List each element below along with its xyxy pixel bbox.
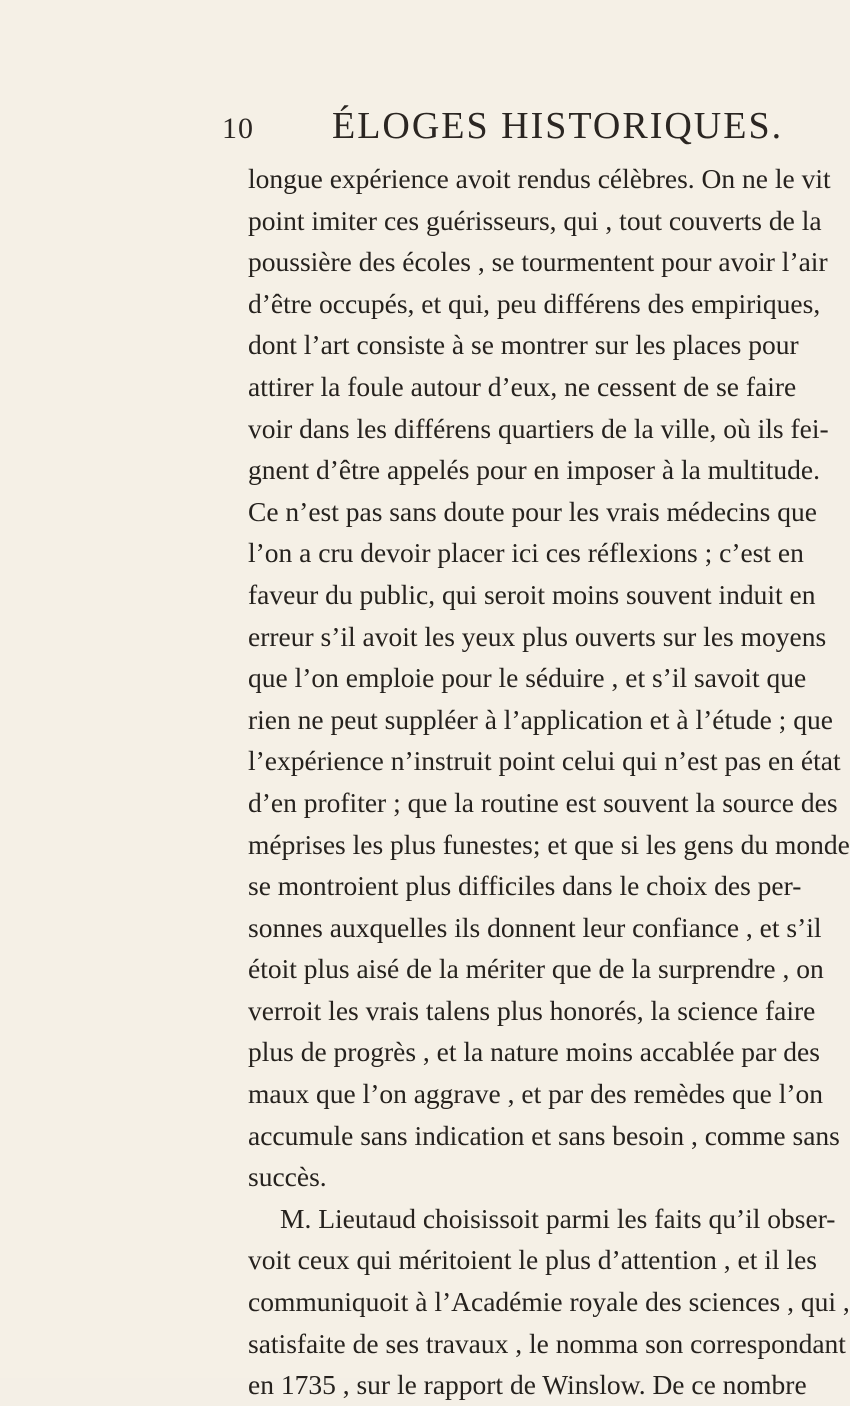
text-line: satisfaite de ses travaux , le nomma son correspondant [248, 1327, 846, 1359]
running-title: ÉLOGES HISTORIQUES. [332, 105, 784, 147]
text-line: maux que l’on aggrave , et par des remèdes que l’on [248, 1078, 823, 1110]
text-line: attirer la foule autour d’eux, ne cessent de se faire [248, 370, 797, 402]
text-line: verroit les vrais talens plus honorés, la science faire [248, 994, 816, 1026]
page-header [222, 100, 784, 152]
text-line: gnent d’être appelés pour en imposer à la multitude. [248, 454, 820, 486]
body-text [248, 158, 850, 1406]
text-line: que l’on emploie pour le séduire , et s’il savoit que [248, 662, 807, 694]
text-line: l’on a cru devoir placer ici ces réflexions ; c’est en [248, 537, 804, 569]
text-line: en 1735 , sur le rapport de Winslow. De ce nombre [248, 1369, 807, 1401]
page-number: 10 [222, 112, 254, 145]
text-line: succès. [248, 1161, 327, 1193]
text-line: communiquoit à l’Académie royale des sciences , qui , [248, 1286, 850, 1318]
text-line: d’en profiter ; que la routine est souvent la source des [248, 786, 838, 818]
text-line: point imiter ces guérisseurs, qui , tout couverts de la [248, 204, 822, 236]
text-line: sonnes auxquelles ils donnent leur confiance , et s’il [248, 911, 822, 943]
text-line: plus de progrès , et la nature moins accablée par des [248, 1036, 820, 1068]
text-line: poussière des écoles , se tourmentent pour avoir l’air [248, 246, 828, 278]
text-line: faveur du public, qui seroit moins souvent induit en [248, 578, 816, 610]
text-line: se montroient plus difficiles dans le choix des per- [248, 870, 802, 902]
text-line: erreur s’il avoit les yeux plus ouverts sur les moyens [248, 620, 827, 652]
text-line: d’être occupés, et qui, peu différens des empiriques, [248, 287, 821, 319]
text-line: dont l’art consiste à se montrer sur les places pour [248, 329, 799, 361]
text-line: méprises les plus funestes; et que si les gens du monde [248, 828, 850, 860]
text-line: longue expérience avoit rendus célèbres. On ne le vit [248, 163, 831, 194]
text-line: l’expérience n’instruit point celui qui n’est pas en état [248, 745, 841, 777]
text-line: rien ne peut suppléer à l’application et à l’étude ; que [248, 703, 833, 735]
text-line: M. Lieutaud choisissoit parmi les faits qu’il obser- [280, 1202, 836, 1234]
text-line: Ce n’est pas sans doute pour les vrais médecins que [248, 495, 817, 527]
text-line: voit ceux qui méritoient le plus d’attention , et il les [248, 1244, 817, 1276]
text-line: voir dans les différens quartiers de la ville, où ils fei- [248, 412, 829, 444]
text-line: étoit plus aisé de la mériter que de la surprendre , on [248, 953, 824, 985]
text-line: accumule sans indication et sans besoin , comme sans [248, 1119, 840, 1151]
